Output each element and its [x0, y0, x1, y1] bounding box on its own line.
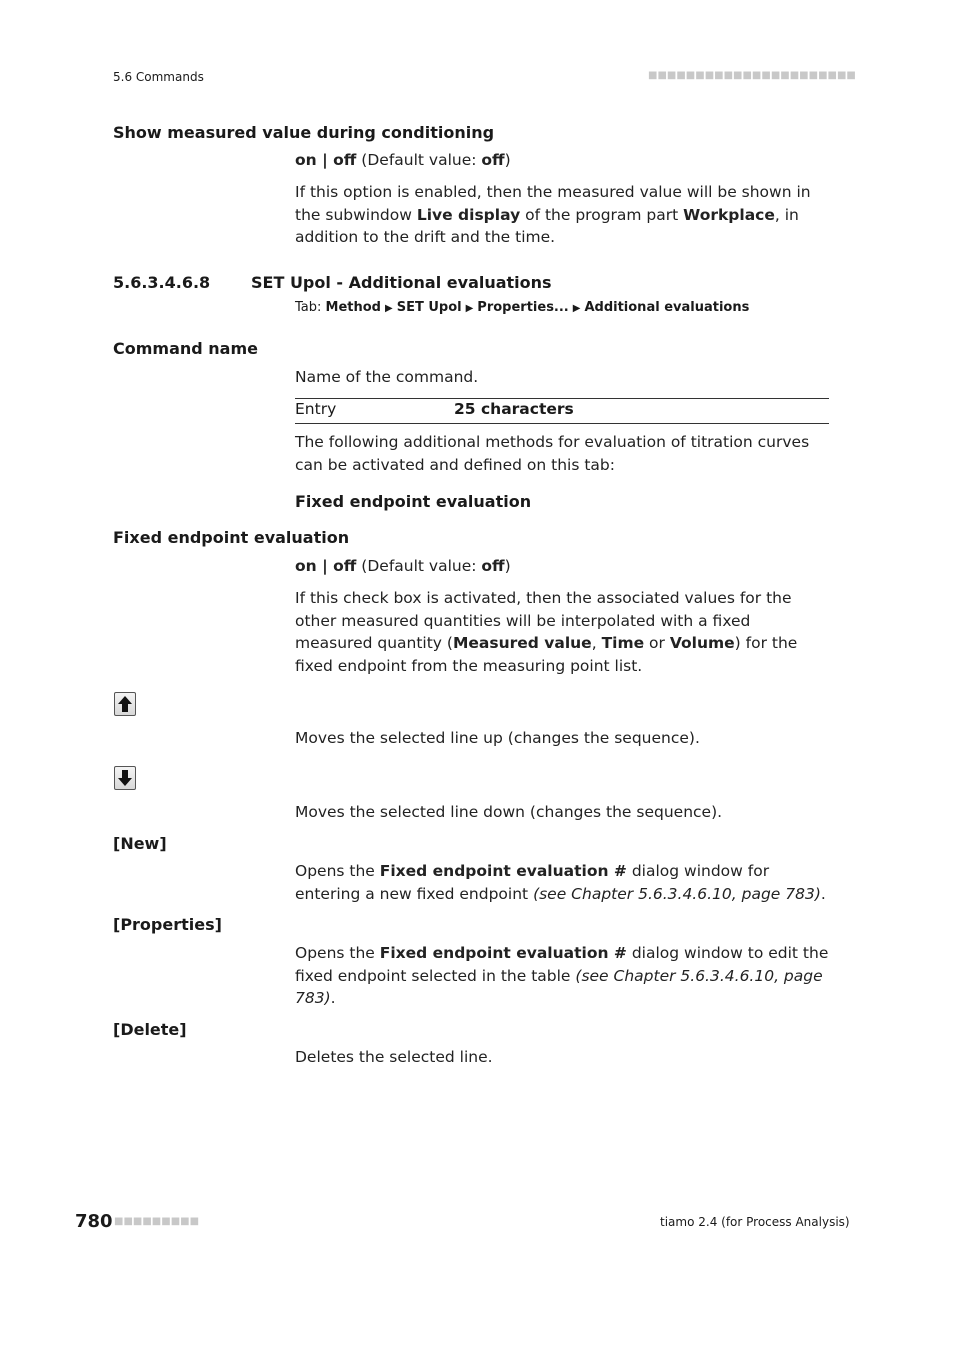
footer-dots: ■■■■■■■■■: [114, 1216, 200, 1227]
desc-delete: Deletes the selected line.: [295, 1048, 493, 1066]
desc-command-name: Name of the command.: [295, 368, 479, 386]
item-title-fixed-endpoint: Fixed endpoint evaluation: [113, 528, 350, 547]
section-title: SET Upol - Additional evaluations: [251, 273, 552, 292]
arrow-up-icon: [117, 695, 133, 713]
footer-product: tiamo 2.4 (for Process Analysis): [660, 1215, 850, 1229]
entry-key: Entry: [295, 400, 337, 418]
arrow-down-icon: [117, 769, 133, 787]
item-title-command-name: Command name: [113, 339, 258, 358]
running-header-section: 5.6 Commands: [113, 70, 204, 84]
entry-table: [295, 398, 829, 424]
item-title-delete: [Delete]: [113, 1020, 187, 1039]
onoff-show-measured: on | off (Default value: off): [295, 151, 511, 169]
desc-properties: Opens the Fixed endpoint evaluation # dialog window to edit the fixed endpoint selected in the table (see Chapter 5.6.3.4.6.10, page 783).: [295, 944, 829, 1007]
item-title-show-measured: Show measured value during conditioning: [113, 123, 495, 142]
desc-show-measured: If this option is enabled, then the measured value will be shown in the subwindow Live display of the program part Workplace, in addition to the drift and the time.: [295, 183, 811, 246]
section-number: 5.6.3.4.6.8: [113, 273, 211, 292]
tab-path: Tab: Method ▶ SET Upol ▶ Properties... ▶ Additional evaluations: [295, 300, 750, 315]
item-title-new: [New]: [113, 834, 167, 853]
header-dots: ■■■■■■■■■■■■■■■■■■■■■■: [648, 70, 856, 81]
desc-move-down: Moves the selected line down (changes the sequence).: [295, 803, 723, 821]
move-up-button[interactable]: [114, 692, 136, 716]
entry-value: 25 characters: [454, 400, 574, 418]
desc-following: The following additional methods for evaluation of titration curves can be activated and defined on this tab:: [295, 433, 810, 474]
item-title-properties: [Properties]: [113, 915, 222, 934]
page-number: 780: [75, 1211, 113, 1232]
move-down-button[interactable]: [114, 766, 136, 790]
onoff-fixed-endpoint: on | off (Default value: off): [295, 557, 511, 575]
bold-list-item: Fixed endpoint evaluation: [295, 492, 532, 511]
desc-new: Opens the Fixed endpoint evaluation # dialog window for entering a new fixed endpoint (see Chapter 5.6.3.4.6.10, page 783).: [295, 862, 826, 903]
desc-move-up: Moves the selected line up (changes the sequence).: [295, 729, 700, 747]
desc-fixed-endpoint: If this check box is activated, then the associated values for the other measured quantities will be interpolated with a fixed measured quantity (Measured value, Time or Volume) for the fixed endpoint from the measuring point list.: [295, 589, 798, 675]
